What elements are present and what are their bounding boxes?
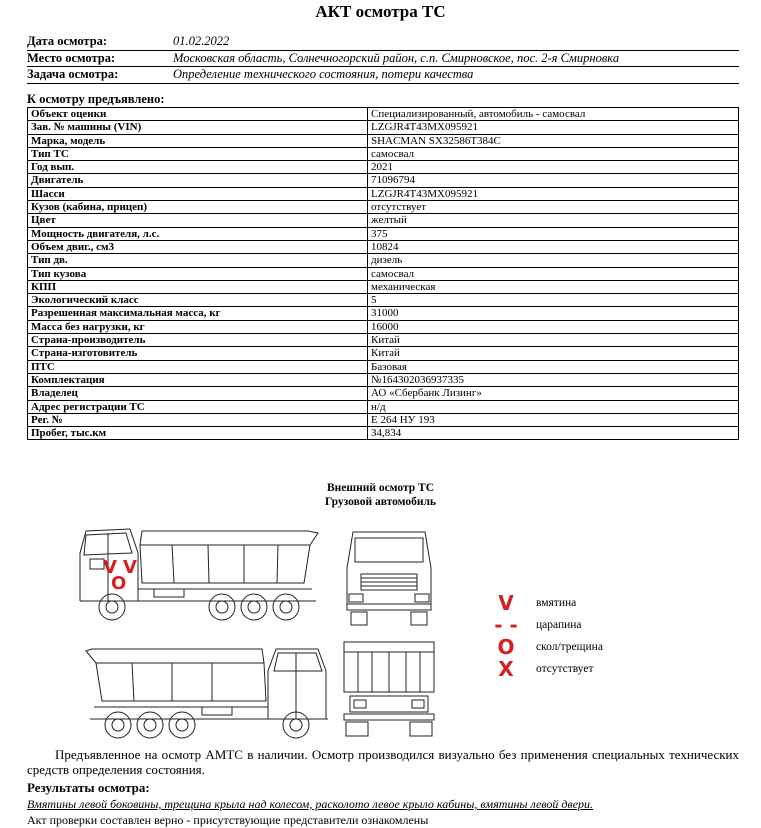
- damage-mark-dent: V: [123, 557, 137, 578]
- meta-value: Московская область, Солнечногорский район, с.п. Смирновское, пос. 2-я Смирновка: [173, 50, 620, 65]
- property-name: Экологический класс: [28, 294, 368, 307]
- property-name: Объект оценки: [28, 108, 368, 121]
- table-row: [28, 227, 739, 240]
- results-text: Вмятины левой боковины, трещина крыла над колесом, расколото левое крыло кабины, вмятины левой двери.: [27, 797, 594, 811]
- property-value: 375: [368, 227, 739, 240]
- truck-right-side-drawing: [82, 641, 332, 741]
- property-value: 5: [368, 294, 739, 307]
- meta-label: Дата осмотра:: [27, 34, 108, 48]
- property-value: 71096794: [368, 174, 739, 187]
- property-name: Тип ТС: [28, 147, 368, 160]
- property-value: Базовая: [368, 360, 739, 373]
- inspection-paragraph: Предъявленное на осмотр АМТС в наличии. Осмотр производился визуально без применения специальных технических средств определения состояния.: [27, 747, 739, 777]
- property-value: Китай: [368, 347, 739, 360]
- truncated-footer-line: Акт проверки составлен верно - присутствующие представители ознакомлены: [27, 813, 429, 827]
- scratch-symbol-icon: - -: [494, 613, 518, 637]
- table-row: [28, 347, 739, 360]
- property-name: Рег. №: [28, 413, 368, 426]
- exterior-inspection-title: [0, 481, 761, 509]
- inspection-meta: [27, 34, 739, 84]
- property-name: Разрешенная максимальная масса, кг: [28, 307, 368, 320]
- property-value: Специализированный, автомобиль - самосвал: [368, 108, 739, 121]
- table-row: [28, 280, 739, 293]
- property-name: Двигатель: [28, 174, 368, 187]
- property-name: Марка, модель: [28, 134, 368, 147]
- table-row: [28, 307, 739, 320]
- property-value: 10824: [368, 240, 739, 253]
- property-value: механическая: [368, 280, 739, 293]
- property-name: Год вып.: [28, 161, 368, 174]
- property-value: 16000: [368, 320, 739, 333]
- table-row: [28, 161, 739, 174]
- truck-rear-drawing: [340, 638, 438, 738]
- table-row: [28, 240, 739, 253]
- property-name: Тип кузова: [28, 267, 368, 280]
- property-value: дизель: [368, 254, 739, 267]
- exterior-title: Внешний осмотр ТС: [326, 482, 435, 494]
- property-name: Зав. № машины (VIN): [28, 121, 368, 134]
- legend-label: скол/трещина: [536, 641, 603, 653]
- property-name: Владелец: [28, 387, 368, 400]
- property-value: Е 264 НУ 193: [368, 413, 739, 426]
- damage-mark-dent: V: [103, 557, 117, 578]
- meta-row-place: [27, 51, 739, 68]
- property-value: LZGJR4T43MX095921: [368, 187, 739, 200]
- table-row: [28, 134, 739, 147]
- property-name: Кузов (кабина, прицеп): [28, 201, 368, 214]
- table-row: [28, 294, 739, 307]
- results-heading: Результаты осмотра:: [27, 780, 150, 795]
- property-name: Цвет: [28, 214, 368, 227]
- table-row: [28, 108, 739, 121]
- property-name: Масса без нагрузки, кг: [28, 320, 368, 333]
- table-row: [28, 187, 739, 200]
- legend-label: царапина: [536, 619, 582, 631]
- meta-value: 01.02.2022: [173, 34, 230, 48]
- property-value: отсутствует: [368, 201, 739, 214]
- table-row: [28, 267, 739, 280]
- property-value: н/д: [368, 400, 739, 413]
- property-name: Страна-изготовитель: [28, 347, 368, 360]
- chip-symbol-icon: O: [497, 635, 515, 659]
- legend-item-missing: [490, 659, 594, 679]
- table-row: [28, 334, 739, 347]
- table-row: [28, 214, 739, 227]
- table-row: [28, 147, 739, 160]
- missing-symbol-icon: X: [498, 657, 514, 681]
- truck-front-drawing: [343, 528, 435, 626]
- property-value: 31000: [368, 307, 739, 320]
- table-row: [28, 387, 739, 400]
- meta-value: Определение технического состояния, потери качества: [173, 67, 474, 81]
- property-name: Шасси: [28, 187, 368, 200]
- meta-row-task: [27, 67, 739, 84]
- legend-label: вмятина: [536, 597, 577, 609]
- property-value: LZGJR4T43MX095921: [368, 121, 739, 134]
- table-row: [28, 373, 739, 386]
- table-row: [28, 201, 739, 214]
- legend-item-scratch: [490, 615, 582, 635]
- meta-row-date: [27, 34, 739, 51]
- meta-label: Место осмотра:: [27, 50, 116, 65]
- property-value: АО «Сбербанк Лизинг»: [368, 387, 739, 400]
- property-value: самосвал: [368, 267, 739, 280]
- presented-heading: К осмотру предъявлено:: [27, 92, 165, 106]
- meta-label: Задача осмотра:: [27, 67, 119, 81]
- property-value: Китай: [368, 334, 739, 347]
- table-row: [28, 121, 739, 134]
- property-name: Пробег, тыс.км: [28, 427, 368, 440]
- legend-label: отсутствует: [536, 663, 594, 675]
- table-row: [28, 400, 739, 413]
- property-value: самосвал: [368, 147, 739, 160]
- table-row: [28, 174, 739, 187]
- table-row: [28, 360, 739, 373]
- property-name: Тип дв.: [28, 254, 368, 267]
- dent-symbol-icon: V: [498, 591, 514, 615]
- property-name: Адрес регистрации ТС: [28, 400, 368, 413]
- property-name: Страна-производитель: [28, 334, 368, 347]
- property-value: SHACMAN SX32586T384C: [368, 134, 739, 147]
- property-value: 2021: [368, 161, 739, 174]
- legend-item-chip: [490, 637, 603, 657]
- property-name: Комплектация: [28, 373, 368, 386]
- exterior-subtitle: Грузовой автомобиль: [324, 496, 437, 508]
- property-value: желтый: [368, 214, 739, 227]
- property-name: Мощность двигателя, л.с.: [28, 227, 368, 240]
- property-name: Объем двиг., см3: [28, 240, 368, 253]
- table-row: [28, 413, 739, 426]
- property-value: 34,834: [368, 427, 739, 440]
- property-value: №164302036937335: [368, 373, 739, 386]
- legend-item-dent: [490, 593, 576, 613]
- vehicle-properties-table: [27, 107, 739, 440]
- damage-mark-crack: O: [111, 573, 127, 594]
- table-row: [28, 254, 739, 267]
- property-name: КПП: [28, 280, 368, 293]
- document-title: АКТ осмотра ТС: [315, 2, 446, 21]
- table-row: [28, 427, 739, 440]
- table-row: [28, 320, 739, 333]
- property-name: ПТС: [28, 360, 368, 373]
